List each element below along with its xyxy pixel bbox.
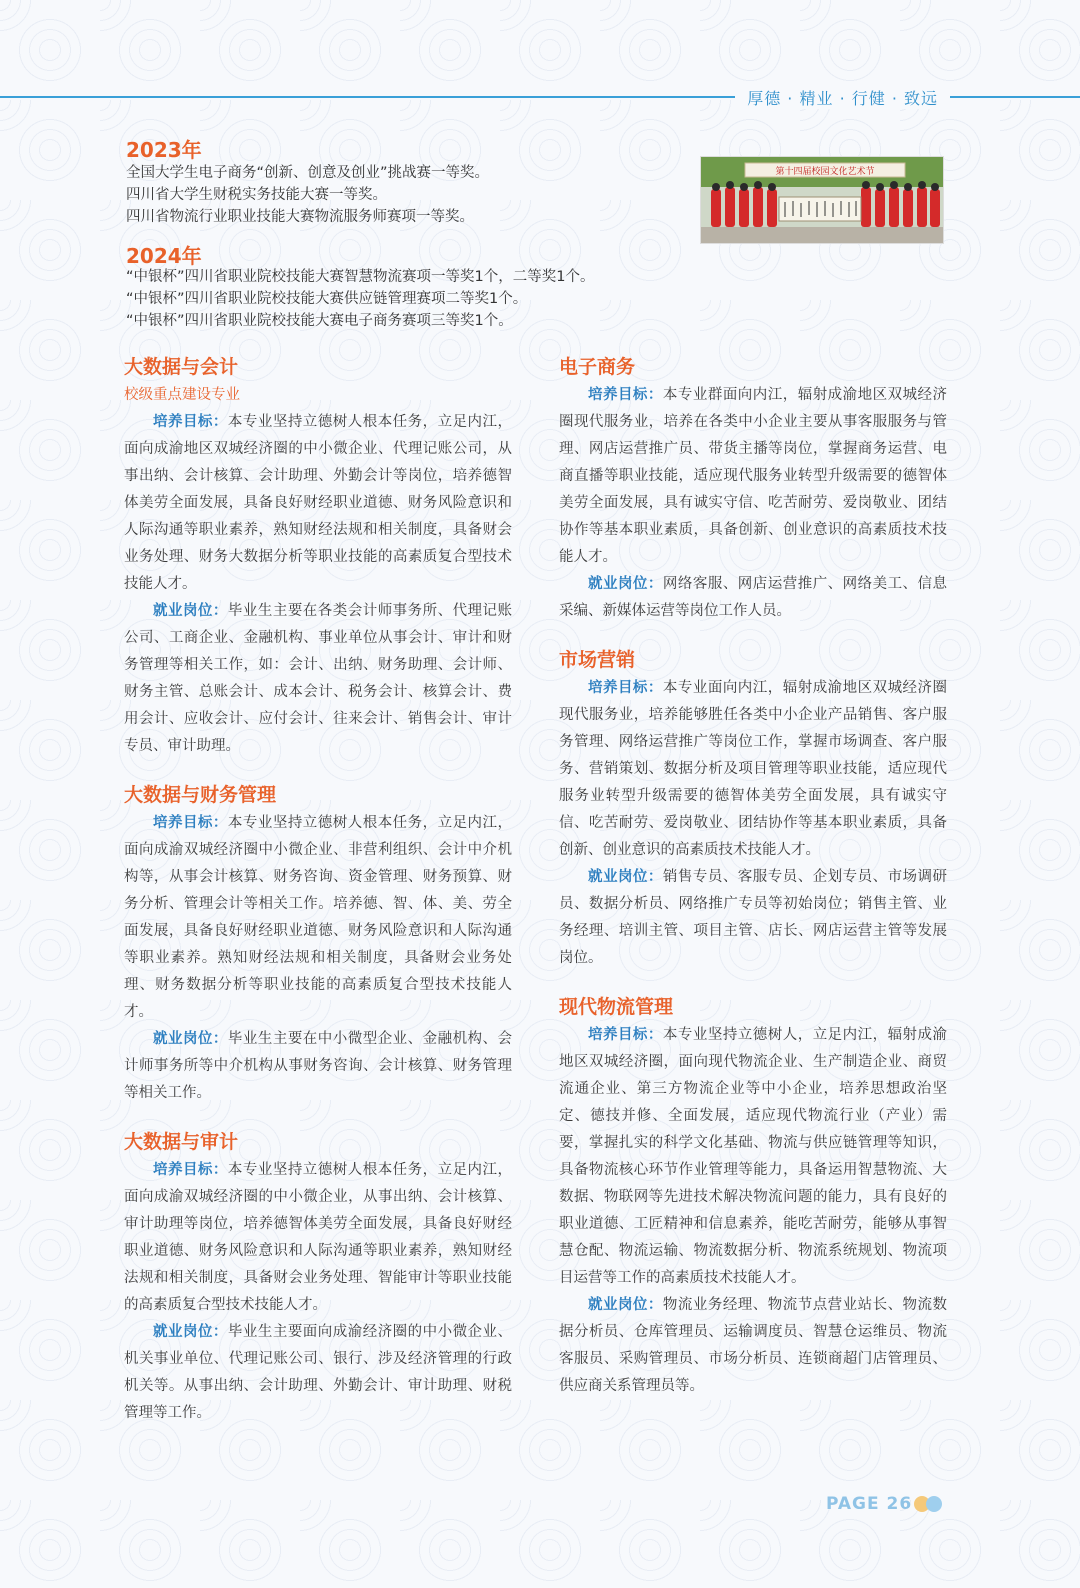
job-label: 就业岗位： xyxy=(153,1031,228,1047)
job-label: 就业岗位： xyxy=(153,603,228,619)
job-label: 就业岗位： xyxy=(588,576,663,592)
award-list-2023 xyxy=(126,162,489,228)
major-section xyxy=(559,645,947,972)
major-title: 电子商务 xyxy=(559,356,636,378)
goal-text: 本专业坚持立德树人，立足内江，辐射成渝地区双城经济圈，面向现代物流企业、生产制造企业、商贸流通企业、第三方物流企业等中小企业，培养思想政治坚定、德技并修、全面发展，适应现代物流行业（产业）需要，掌握扎实的科学文化基础、物流与供应链管理等知识，具备物流核心环节作业管理等能力，具备运用智慧物流、大数据、物联网等先进技术解决物流问题的能力，具有良好的职业道德、工匠精神和信息素养，能吃苦耐劳，能够从事智慧仓配、物流运输、物流数据分析、物流系统规划、物流项目运营等工作的高素质技术技能人才。 xyxy=(559,1027,948,1286)
job-text: 毕业生主要在中小微型企业、金融机构、会计师事务所等中介机构从事财务咨询、会计核算、财务管理等相关工作。 xyxy=(124,1031,513,1101)
award-list-2024 xyxy=(126,266,594,332)
employment-positions xyxy=(559,864,947,972)
award-item: 四川省物流行业职业技能大赛物流服务师赛项一等奖。 xyxy=(126,209,474,225)
employment-positions xyxy=(559,1292,947,1400)
major-title: 现代物流管理 xyxy=(559,996,674,1018)
job-text: 毕业生主要面向成渝经济圈的中小微企业、机关事业单位、代理记账公司、银行、涉及经济管理的行政机关等。从事出纳、会计助理、外勤会计、审计助理、财税管理等工作。 xyxy=(124,1324,513,1421)
major-section xyxy=(559,992,947,1400)
major-title: 大数据与审计 xyxy=(124,1131,239,1153)
training-goal xyxy=(124,409,512,598)
goal-text: 本专业面向内江，辐射成渝地区双城经济圈现代服务业，培养能够胜任各类中小企业产品销售、客户服务管理、网络运营推广等岗位工作，掌握市场调查、客户服务、营销策划、数据分析及项目管理等职业技能，适应现代服务业转型升级需要的德智体美劳全面发展，具有诚实守信、吃苦耐劳、爱岗敬业、团结协作等基本职业素质，具备创新、创业意识的高素质技术技能人才。 xyxy=(559,680,948,858)
major-title: 市场营销 xyxy=(559,649,636,671)
job-text: 网络客服、网店运营推广、网络美工、信息采编、新媒体运营等岗位工作人员。 xyxy=(559,576,948,619)
major-section xyxy=(124,780,512,1107)
goal-text: 本专业坚持立德树人根本任务，立足内江，面向成渝地区双城经济圈的中小微企业、代理记账公司，从事出纳、会计核算、会计助理、外勤会计等岗位，培养德智体美劳全面发展，具备良好财经职业道德、财务风险意识和人际沟通等职业素养，熟知财经法规和相关制度，具备财会业务处理、财务大数据分析等职业技能的高素质复合型技术技能人才。 xyxy=(124,414,513,592)
award-item: 全国大学生电子商务“创新、创意及创业”挑战赛一等奖。 xyxy=(126,165,490,181)
left-column xyxy=(124,352,512,1427)
training-goal xyxy=(559,1022,947,1292)
goal-label: 培养目标： xyxy=(153,414,228,430)
award-photo xyxy=(700,156,944,244)
employment-positions xyxy=(124,1026,512,1107)
award-item: “中银杯”四川省职业院校技能大赛电子商务赛项三等奖1个。 xyxy=(126,313,513,329)
goal-text: 本专业坚持立德树人根本任务，立足内江，面向成渝双城经济圈中小微企业、非营利组织、会计中介机构等，从事会计核算、财务咨询、资金管理、财务预算、财务分析、管理会计等相关工作。培养德、智、体、美、劳全面发展，具备良好财经职业道德、财务风险意识和人际沟通等职业素养。熟知财经法规和相关制度，具备财会业务处理、财务数据分析等职业技能的高素质复合型技术技能人才。 xyxy=(124,815,513,1020)
job-label: 就业岗位： xyxy=(153,1324,228,1340)
page-number: PAGE 26 xyxy=(826,1494,913,1514)
major-title: 大数据与会计 xyxy=(124,356,239,378)
job-label: 就业岗位： xyxy=(588,1297,663,1313)
job-text: 销售专员、客服专员、企划专员、市场调研员、数据分析员、网络推广专员等初始岗位；销售主管、业务经理、培训主管、项目主管、店长、网店运营主管等发展岗位。 xyxy=(559,869,948,966)
training-goal xyxy=(559,382,947,571)
major-section xyxy=(124,352,512,760)
job-label: 就业岗位： xyxy=(588,869,663,885)
award-year-2024: 2024年 xyxy=(126,244,202,268)
award-item: “中银杯”四川省职业院校技能大赛供应链管理赛项二等奖1个。 xyxy=(126,291,528,307)
goal-label: 培养目标： xyxy=(153,1162,228,1178)
job-text: 物流业务经理、物流节点营业站长、物流数据分析员、仓库管理员、运输调度员、智慧仓运维员、物流客服员、采购管理员、市场分析员、连锁商超门店管理员、供应商关系管理员等。 xyxy=(559,1297,948,1394)
training-goal xyxy=(559,675,947,864)
job-text: 毕业生主要在各类会计师事务所、代理记账公司、工商企业、金融机构、事业单位从事会计、审计和财务管理等相关工作，如：会计、出纳、财务助理、会计师、财务主管、总账会计、成本会计、税务会计、核算会计、费用会计、应收会计、应付会计、往来会计、销售会计、审计专员、审计助理。 xyxy=(124,603,513,754)
right-column xyxy=(559,352,947,1400)
employment-positions xyxy=(124,598,512,760)
major-section xyxy=(559,352,947,625)
group-photo-image xyxy=(701,157,943,243)
goal-label: 培养目标： xyxy=(588,1027,663,1043)
goal-label: 培养目标： xyxy=(588,680,663,696)
major-title: 大数据与财务管理 xyxy=(124,784,277,806)
goal-label: 培养目标： xyxy=(588,387,663,403)
page-dot-blue xyxy=(926,1496,942,1512)
employment-positions xyxy=(124,1319,512,1427)
school-motto: 厚德 · 精业 · 行健 · 致远 xyxy=(735,86,950,109)
goal-text: 本专业坚持立德树人根本任务，立足内江，面向成渝双城经济圈的中小微企业，从事出纳、会计核算、审计助理等岗位，培养德智体美劳全面发展，具备良好财经职业道德、财务风险意识和人际沟通等职业素养，熟知财经法规和相关制度，具备财会业务处理、智能审计等职业技能的高素质复合型技术技能人才。 xyxy=(124,1162,513,1313)
major-section xyxy=(124,1127,512,1427)
award-year-2023: 2023年 xyxy=(126,138,202,162)
award-item: “中银杯”四川省职业院校技能大赛智慧物流赛项一等奖1个，二等奖1个。 xyxy=(126,269,595,285)
major-subtitle: 校级重点建设专业 xyxy=(124,387,240,403)
training-goal xyxy=(124,810,512,1026)
training-goal xyxy=(124,1157,512,1319)
award-item: 四川省大学生财税实务技能大赛一等奖。 xyxy=(126,187,387,203)
goal-label: 培养目标： xyxy=(153,815,228,831)
employment-positions xyxy=(559,571,947,625)
goal-text: 本专业群面向内江，辐射成渝地区双城经济圈现代服务业，培养在各类中小企业主要从事客服服务与管理、网店运营推广员、带货主播等岗位，掌握商务运营、电商直播等职业技能，适应现代服务业转型升级需要的德智体美劳全面发展，具有诚实守信、吃苦耐劳、爱岗敬业、团结协作等基本职业素质，具备创新、创业意识的高素质技术技能人才。 xyxy=(559,387,948,565)
banner-text: 第十四届校园文化艺术节 xyxy=(775,167,875,177)
